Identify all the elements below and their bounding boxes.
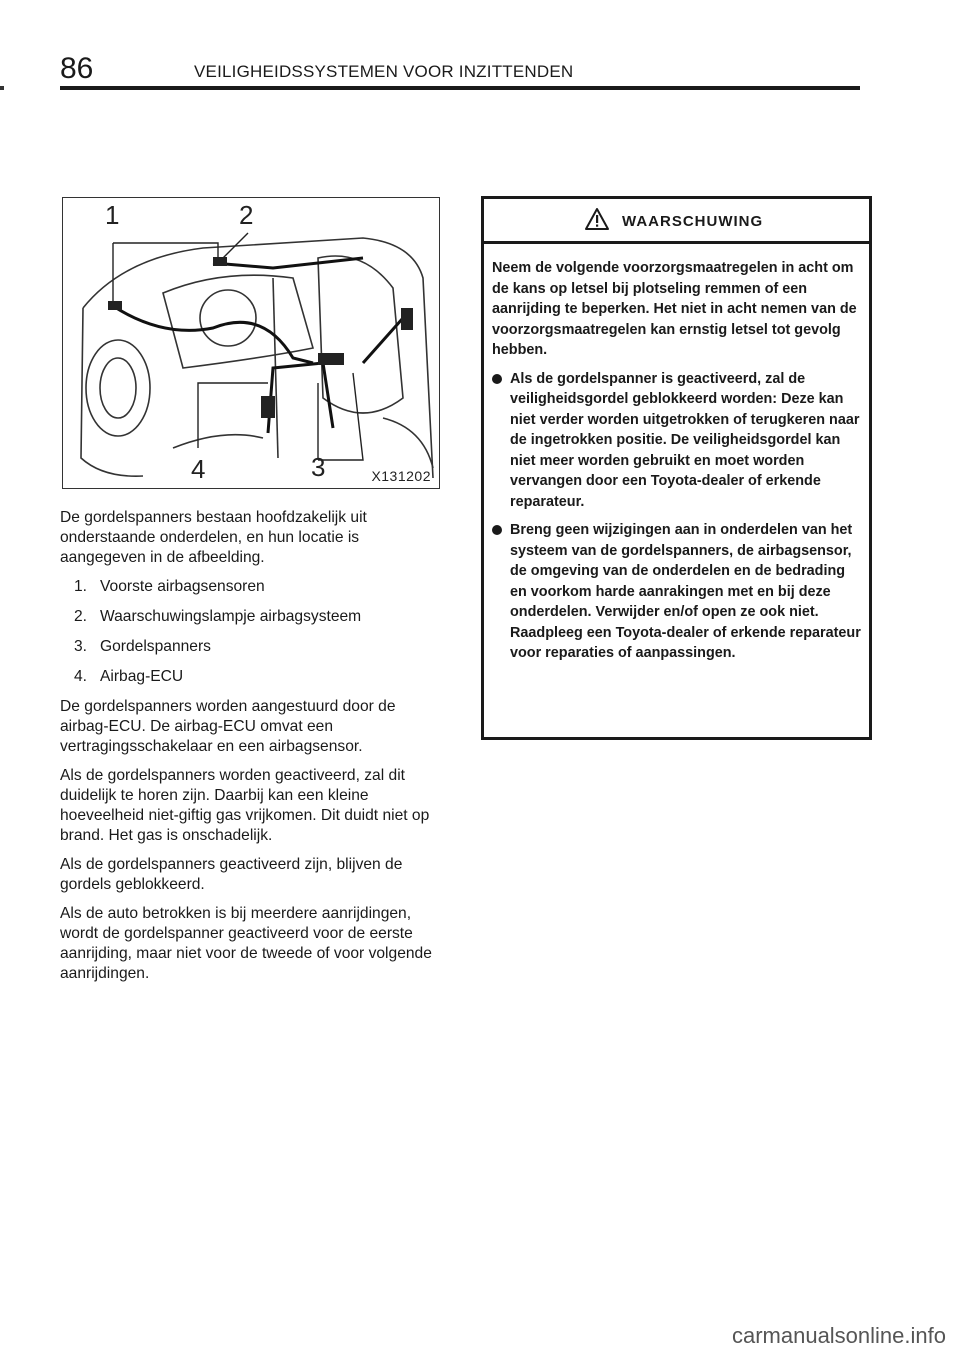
bullet-icon — [492, 525, 502, 535]
bullet-icon — [492, 374, 502, 384]
car-interior-illustration — [63, 198, 439, 488]
callout-3: 3 — [311, 452, 326, 482]
bullet-text: Breng geen wijzigingen aan in onderdelen van het systeem van de gordelspanners, de airbagsensor, de omgeving van de onderdelen en de bedrading en voorkom harde aanrakingen met en bij deze onderdelen. Verwijder en/of open ze ook niet. Raadpleeg een Toyota‑dealer of erkende reparateur voor reparaties of aanpassingen. — [510, 522, 861, 661]
body-paragraph: De gordelspanners worden aangestuurd door de airbag‑ECU. De airbag‑ECU omvat een vertragingsschakelaar en een airbagsensor. — [60, 698, 396, 755]
list-item — [60, 607, 440, 627]
body-paragraph: Als de gordelspanners geactiveerd zijn, blijven de gordels geblokkeerd. — [60, 856, 403, 893]
watermark: carmanualsonline.info — [731, 1323, 946, 1348]
warning-intro: Neem de volgende voorzorgsmaatregelen in acht om de kans op letsel bij plotseling remmen of een aanrijding te beperken. Het niet in acht nemen van de voorzorgsmaatregelen kan ernstig letsel tot gevolg hebben. — [492, 260, 857, 358]
list-item — [60, 637, 440, 657]
warning-header — [484, 199, 869, 244]
item-number: 4. — [74, 668, 88, 685]
callout-4: 4 — [191, 454, 206, 484]
warning-triangle-icon — [584, 207, 610, 231]
warning-title: WAARSCHUWING — [622, 213, 764, 230]
item-label: Voorste airbagsensoren — [100, 578, 265, 595]
item-number: 2. — [74, 608, 88, 625]
header-rule — [60, 86, 860, 90]
bullet-text: Als de gordelspanner is geactiveerd, zal de veiligheidsgordel geblokkeerd worden: Deze kan niet verder worden uitgetrokken of terugkeren naar de ingetrokken positie. De veiligheidsgordel kan niet meer worden gebruikt en moet worden vervangen door een Toyota‑dealer of erkende reparateur. — [510, 370, 860, 510]
item-label: Gordelspanners — [100, 638, 211, 655]
item-number: 1. — [74, 578, 88, 595]
item-label: Waarschuwingslampje airbagsysteem — [100, 608, 362, 625]
figure-code: X131202 — [371, 468, 431, 484]
margin-mark — [0, 86, 4, 90]
warning-body — [484, 244, 869, 664]
body-paragraph: Als de gordelspanners worden geactiveerd, zal dit duidelijk te horen zijn. Daarbij kan een kleine hoeveelheid niet‑giftig gas vrijkomen. Dit duidt niet op brand. Het gas is onschadelijk. — [60, 767, 430, 844]
section-title: VEILIGHEIDSSYSTEMEN VOOR INZITTENDEN — [194, 62, 574, 81]
warning-bullet — [492, 520, 861, 664]
body-paragraph: Als de auto betrokken is bij meerdere aanrijdingen, wordt de gordelspanner geactiveerd voor de eerste aanrijding, maar niet voor de tweede of voor volgende aanrijdingen. — [60, 905, 432, 982]
item-label: Airbag‑ECU — [100, 668, 184, 685]
warning-box — [481, 196, 872, 740]
main-text — [60, 508, 440, 993]
warning-bullet — [492, 369, 861, 513]
component-list — [60, 577, 440, 687]
list-item — [60, 577, 440, 597]
callout-1: 1 — [105, 200, 120, 230]
page-header — [60, 52, 860, 92]
seatbelt-diagram — [62, 197, 440, 489]
callout-2: 2 — [239, 200, 254, 230]
item-number: 3. — [74, 638, 88, 655]
page-number: 86 — [60, 52, 94, 85]
list-item — [60, 667, 440, 687]
intro-paragraph: De gordelspanners bestaan hoofdzakelijk uit onderstaande onderdelen, en hun locatie is aangegeven in de afbeelding. — [60, 509, 367, 566]
